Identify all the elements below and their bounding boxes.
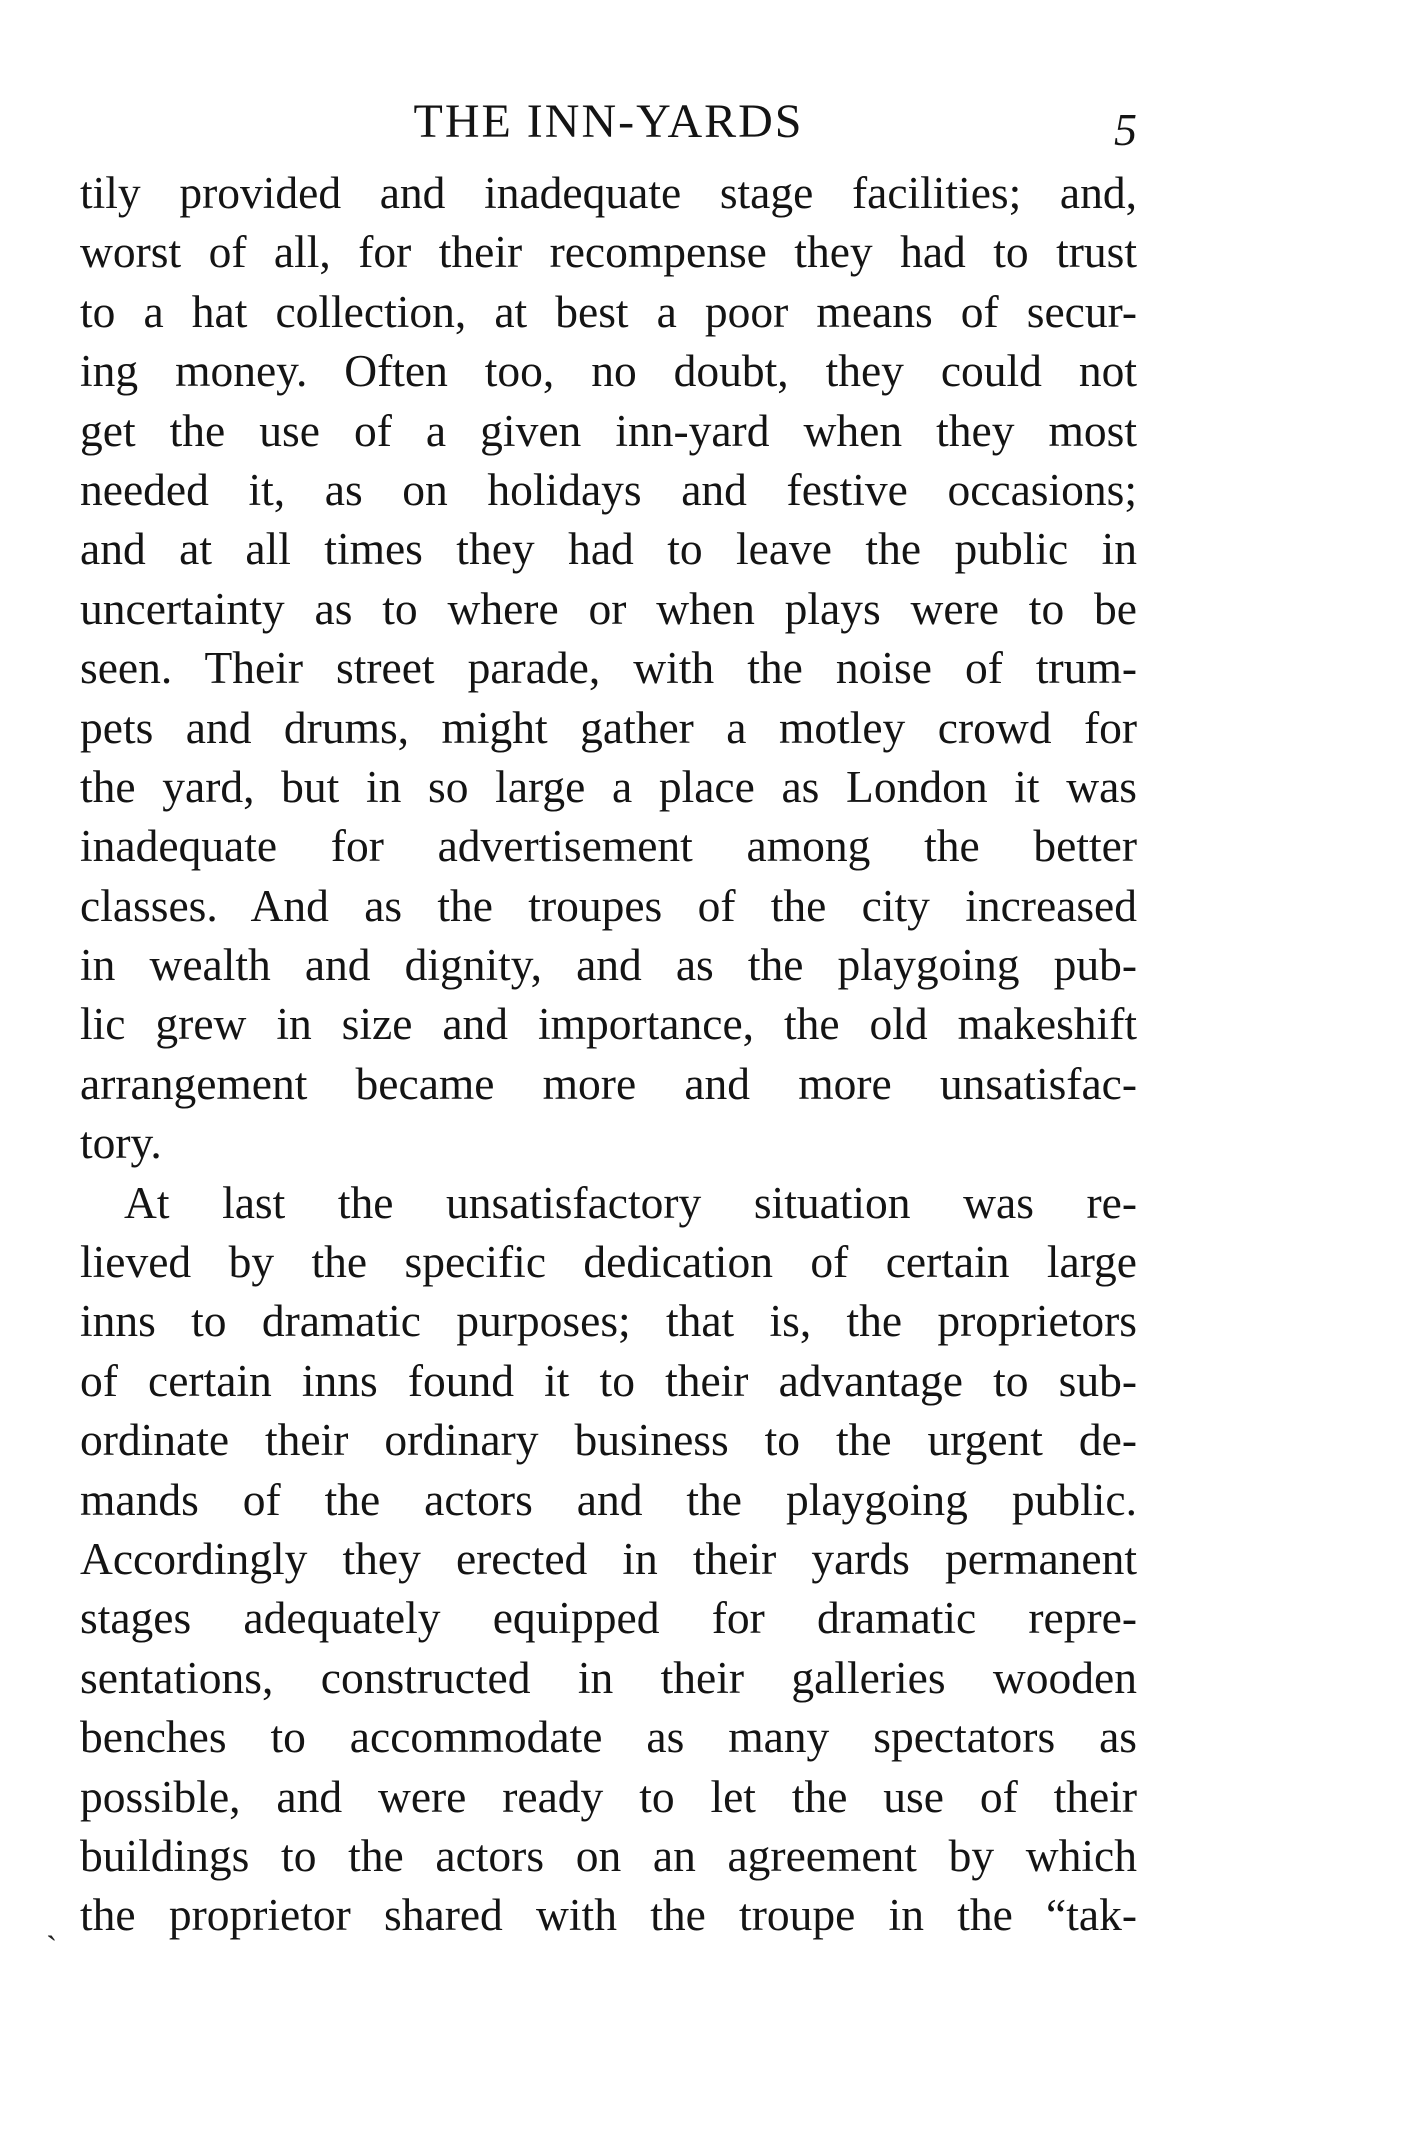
body-text: [80, 163, 1137, 1945]
text-line: seen. Their street parade, with the noise of trum-: [80, 642, 1137, 694]
text-line: buildings to the actors on an agreement by which: [80, 1829, 1137, 1881]
text-line: At last the unsatisfactory situation was re-: [124, 1176, 1137, 1228]
text-line: uncertainty as to where or when plays were to be: [80, 582, 1137, 634]
text-line: pets and drums, might gather a motley crowd for: [80, 701, 1137, 753]
text-line: Accordingly they erected in their yards permanent: [80, 1532, 1137, 1584]
text-line: tory.: [80, 1117, 162, 1169]
text-line: the proprietor shared with the troupe in the “tak-: [80, 1889, 1137, 1941]
text-line: lic grew in size and importance, the old makeshift: [80, 998, 1137, 1050]
text-line: stages adequately equipped for dramatic repre-: [80, 1592, 1137, 1644]
running-head: [80, 92, 1137, 155]
text-line: of certain inns found it to their advantage to sub-: [80, 1354, 1137, 1406]
text-line: ing money. Often too, no doubt, they could not: [80, 345, 1137, 397]
text-line: tily provided and inadequate stage facilities; and,: [80, 167, 1137, 218]
text-line: inadequate for advertisement among the better: [80, 820, 1137, 872]
text-line: classes. And as the troupes of the city increased: [80, 879, 1137, 931]
text-line: arrangement became more and more unsatisfac-: [80, 1057, 1137, 1109]
text-line: lieved by the specific dedication of certain large: [80, 1236, 1137, 1288]
margin-mark: ˎ: [46, 1904, 58, 1941]
page-number: 5: [1114, 104, 1137, 155]
text-line: in wealth and dignity, and as the playgoing pub-: [80, 939, 1137, 991]
text-line: mands of the actors and the playgoing public.: [80, 1473, 1137, 1525]
text-line: to a hat collection, at best a poor means of secur-: [80, 285, 1137, 337]
running-title: THE INN-YARDS: [413, 95, 804, 148]
text-line: the yard, but in so large a place as London it was: [80, 760, 1137, 812]
text-line: sentations, constructed in their galleries wooden: [80, 1651, 1137, 1703]
text-line: get the use of a given inn-yard when they most: [80, 404, 1137, 456]
text-line: benches to accommodate as many spectators as: [80, 1711, 1137, 1763]
text-line: worst of all, for their recompense they had to trust: [80, 226, 1137, 278]
text-line: possible, and were ready to let the use of their: [80, 1770, 1137, 1822]
text-line: and at all times they had to leave the public in: [80, 523, 1137, 575]
text-line: needed it, as on holidays and festive occasions;: [80, 463, 1137, 515]
text-line: inns to dramatic purposes; that is, the proprietors: [80, 1295, 1137, 1347]
text-line: ordinate their ordinary business to the urgent de-: [80, 1414, 1137, 1466]
